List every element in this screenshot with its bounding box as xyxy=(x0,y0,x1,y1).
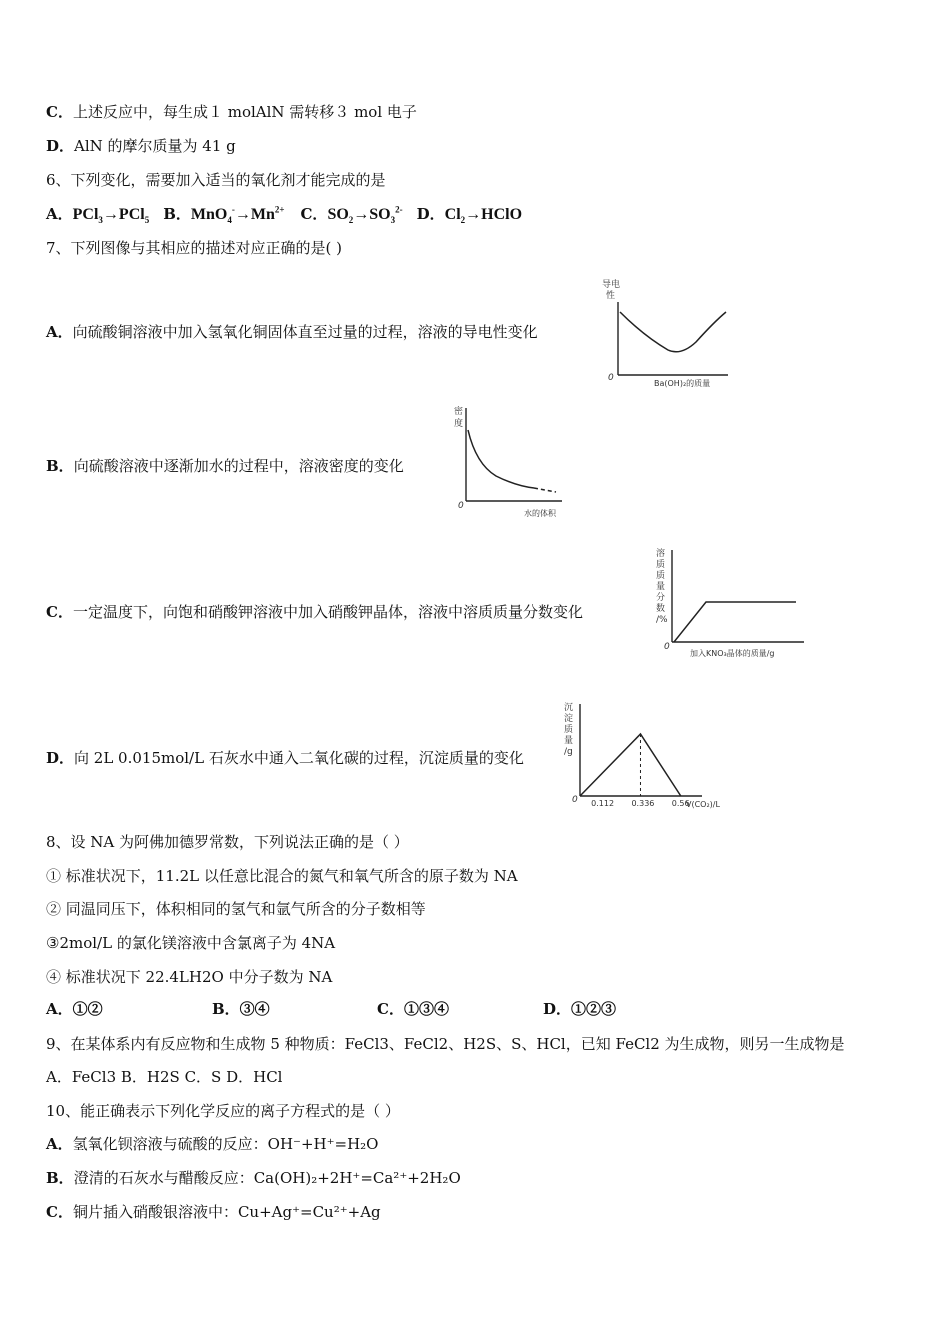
q5-option-c xyxy=(46,102,417,122)
figure-a-origin: 0 xyxy=(608,373,614,383)
q8-option-d: D．①②③ xyxy=(543,1000,617,1018)
q6-option-d-formula: $Cl_2\to HClO$ xyxy=(444,206,523,226)
option-letter: B． xyxy=(46,457,74,475)
option-letter: B． xyxy=(163,205,191,223)
ylabel-char: 量 xyxy=(656,582,666,592)
q8-statement-4: ④ 标准状况下 22.4LH2O 中分子数为 NA xyxy=(46,968,333,986)
q6-options xyxy=(46,204,522,225)
q8-stem: 8、设 NA 为阿佛加德罗常数，下列说法正确的是（ ） xyxy=(46,833,409,851)
option-letter: B． xyxy=(46,1169,74,1187)
option-letter: C． xyxy=(46,1203,73,1221)
q5-option-d xyxy=(46,136,236,156)
option-letter: C． xyxy=(46,603,73,621)
q7-option-c xyxy=(46,602,583,622)
q6-option-c-formula: $SO_2\to SO_3^{2-}$ xyxy=(327,204,403,226)
q7-option-d xyxy=(46,748,524,768)
option-text: 一定温度下，向饱和硝酸钾溶液中加入硝酸钾晶体，溶液中溶质质量分数变化 xyxy=(72,603,583,621)
option-text: 向 2L 0.015mol/L 石灰水中通入二氧化碳的过程，沉淀质量的变化 xyxy=(74,749,524,767)
option-letter: D． xyxy=(416,205,445,223)
figure-d-tick-label: 0.336 xyxy=(631,799,655,808)
figure-b-density-graph xyxy=(446,404,566,518)
ylabel-char: 分 xyxy=(656,593,666,603)
option-text: 向硫酸铜溶液中加入氢氧化铜固体直至过量的过程，溶液的导电性变化 xyxy=(72,323,538,341)
figure-d-precipitate-graph xyxy=(562,700,732,810)
option-text: 向硫酸溶液中逐渐加水的过程中，溶液密度的变化 xyxy=(73,457,404,475)
q9-stem: 9、在某体系内有反应物和生成物 5 种物质：FeCl3、FeCl2、H2S、S、HCl，已知 FeCl2 为生成物，则另一生成物是 xyxy=(46,1035,845,1053)
q9-options: A．FeCl3 B．H2S C．S D．HCl xyxy=(46,1068,283,1086)
option-text: AlN 的摩尔质量为 41 g xyxy=(74,137,236,155)
ylabel-char: 数 xyxy=(656,604,666,614)
figure-d-tick-label: 0.112 xyxy=(591,799,615,808)
q7-option-a xyxy=(46,322,538,342)
option-letter: A． xyxy=(46,1135,73,1153)
option-text: 氢氧化钡溶液与硫酸的反应：OH⁻+H⁺=H₂O xyxy=(72,1135,379,1153)
option-letter: C． xyxy=(46,103,73,121)
ylabel-char: 质 xyxy=(656,571,666,581)
figure-b-xlabel: 水的体积 xyxy=(524,509,556,518)
ylabel-char: 质 xyxy=(564,725,574,735)
ylabel-char: 量 xyxy=(564,736,574,746)
figure-a-curve xyxy=(620,312,726,352)
q8-statement-2: ② 同温同压下，体积相同的氢气和氩气所含的分子数相等 xyxy=(46,900,426,918)
q10-option-c xyxy=(46,1202,381,1222)
figure-a-conductivity-graph xyxy=(596,278,736,388)
option-letter: C． xyxy=(300,205,328,223)
q8-statement-3: ③2mol/L 的氯化镁溶液中含氯离子为 4NA xyxy=(46,934,336,952)
option-text: 铜片插入硝酸银溶液中：Cu+Ag⁺=Cu²⁺+Ag xyxy=(72,1203,381,1221)
ylabel-char: 沉 xyxy=(564,703,574,713)
q8-statement-1: ① 标准状况下，11.2L 以任意比混合的氮气和氧气所含的原子数为 NA xyxy=(46,867,518,885)
figure-b-curve-dashed xyxy=(534,488,556,492)
option-text: 上述反应中，每生成１ molAlN 需转移３ mol 电子 xyxy=(72,103,417,121)
figure-b-ylabel-2: 度 xyxy=(454,419,464,429)
option-letter: D． xyxy=(46,137,75,155)
option-text: 澄清的石灰水与醋酸反应：Ca(OH)₂+2H⁺=Ca²⁺+2H₂O xyxy=(73,1169,461,1187)
figure-d-origin: 0 xyxy=(572,795,578,805)
q10-stem: 10、能正确表示下列化学反应的离子方程式的是（ ） xyxy=(46,1102,400,1120)
figure-b-curve xyxy=(468,430,534,488)
q10-option-b xyxy=(46,1168,461,1188)
q8-option-b: B．③④ xyxy=(212,1000,270,1018)
ylabel-char: 溶 xyxy=(656,549,666,559)
q10-option-a xyxy=(46,1134,378,1154)
figure-d-ylabel xyxy=(564,702,573,757)
figure-b-origin: 0 xyxy=(458,501,464,511)
figure-c-origin: 0 xyxy=(664,642,670,652)
figure-c-ylabel xyxy=(656,547,668,625)
option-letter: D． xyxy=(46,749,75,767)
ylabel-char: /g xyxy=(564,747,573,757)
figure-c-xlabel: 加入KNO₃晶体的质量/g xyxy=(690,649,775,658)
q8-option-c: C．①③④ xyxy=(377,1000,449,1018)
q6-stem: 6、下列变化，需要加入适当的氧化剂才能完成的是 xyxy=(46,171,386,189)
figure-c-curve xyxy=(674,602,796,642)
ylabel-char: 质 xyxy=(656,560,666,570)
figure-a-xlabel: Ba(OH)₂的质量 xyxy=(654,379,711,388)
ylabel-char: 淀 xyxy=(564,714,574,724)
figure-b-ylabel-1: 密 xyxy=(454,407,464,417)
figure-d-xlabel: V(CO₂)/L xyxy=(686,800,720,809)
q7-option-b xyxy=(46,456,404,476)
q8-option-a: A．①② xyxy=(46,1000,103,1018)
ylabel-char: /% xyxy=(656,615,668,625)
q6-option-b-formula: $MnO_4^-\to Mn^{2+}$ xyxy=(190,204,285,226)
figure-d-curve xyxy=(580,734,681,796)
figure-d-tick-labels xyxy=(591,799,689,808)
q7-stem: 7、下列图像与其相应的描述对应正确的是( ) xyxy=(46,239,343,257)
q6-option-a-formula: PCl$_3$→PCl$_5$ xyxy=(72,206,150,226)
figure-c-mass-fraction-graph xyxy=(652,546,812,662)
option-letter: A． xyxy=(46,205,73,223)
figure-d-tick-label: 0.56 xyxy=(671,799,690,808)
option-letter: A． xyxy=(46,323,73,341)
figure-a-ylabel-1: 导电 xyxy=(602,280,621,290)
figure-a-ylabel-2: 性 xyxy=(606,291,616,301)
